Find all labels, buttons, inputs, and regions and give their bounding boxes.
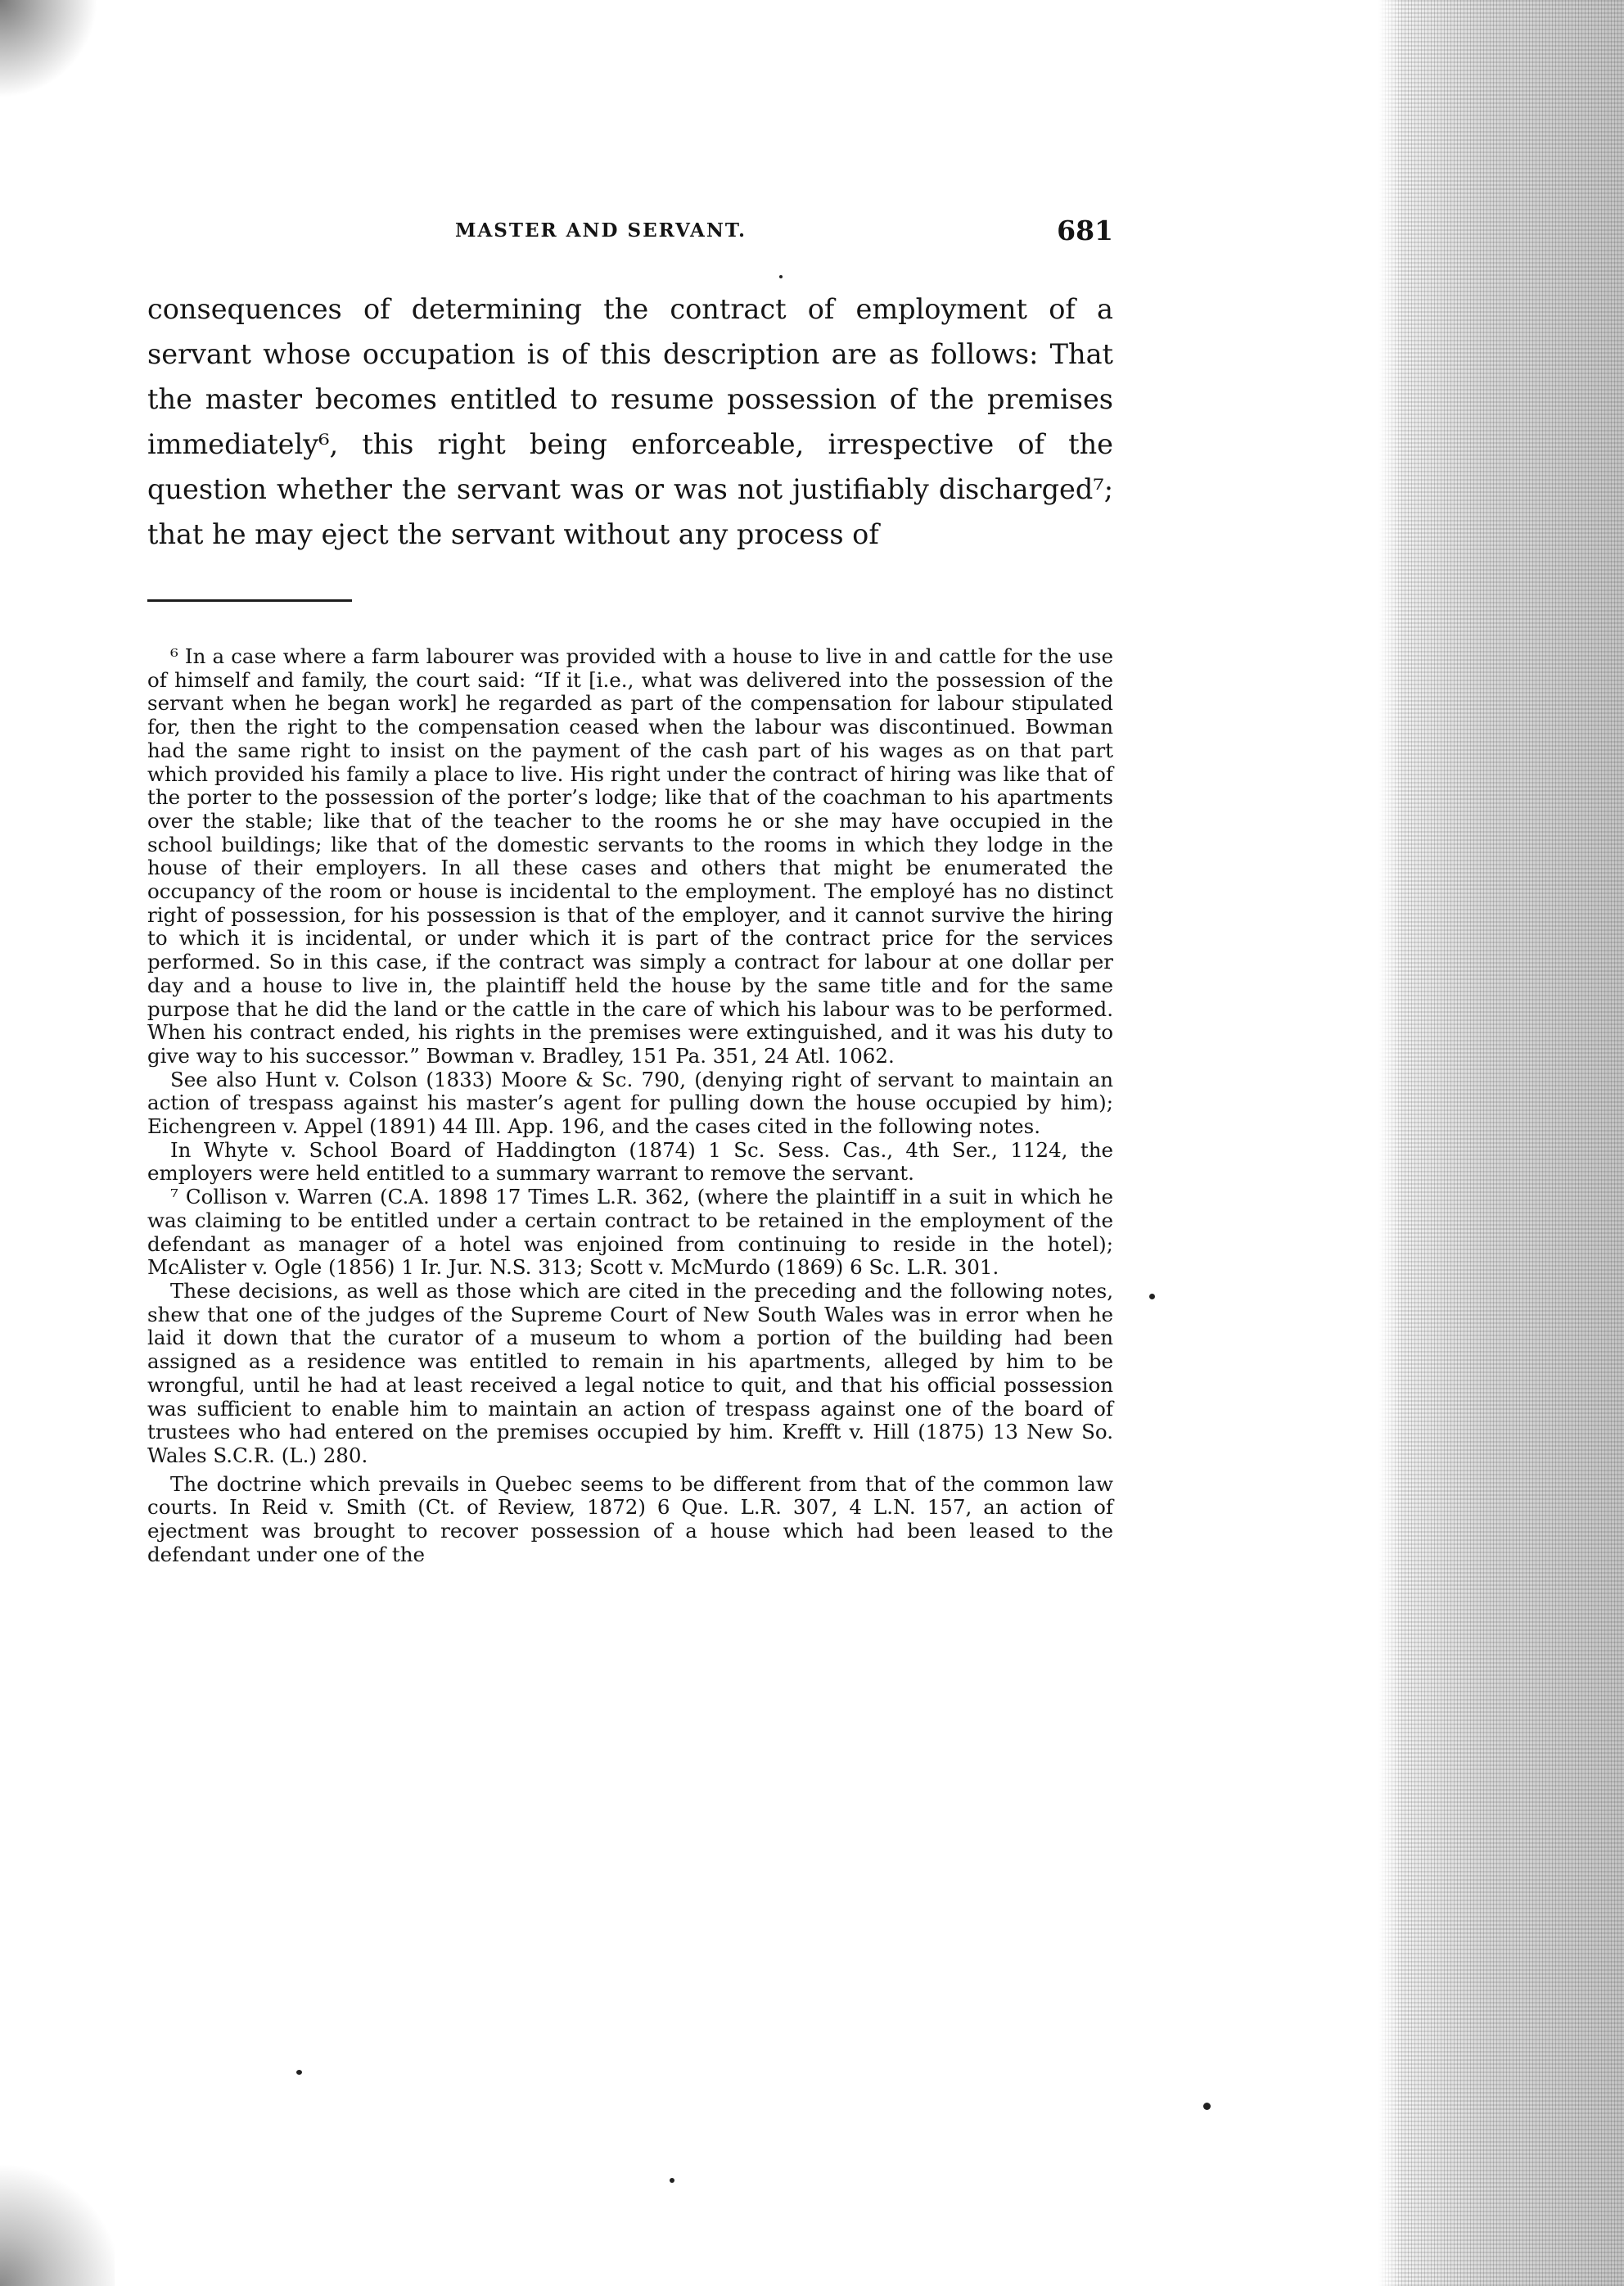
- page-number: 681: [1057, 215, 1113, 246]
- scan-corner-top-left: [0, 0, 98, 98]
- footnote-6-paragraph-2: See also Hunt v. Colson (1833) Moore & Sc. 790, (denying right of servant to maintain an action of trespass against his master’s agent for pulling down the house occupied by him); Eichengreen v. Appel (1891) 44 Ill. App. 196, and the cases cited in the following notes.: [147, 1067, 1113, 1139]
- footnote-rule: [147, 599, 352, 602]
- footnote-7-paragraph-3: The doctrine which prevails in Quebec seems to be different from that of the common law courts. In Reid v. Smith (Ct. of Review, 1872) 6 Que. L.R. 307, 4 L.N. 157, an action of ejectment was brought to recover possession of a house which had been leased to the defendant under one of the: [147, 1471, 1113, 1566]
- footnotes: [147, 645, 1113, 1566]
- running-head-title: MASTER AND SERVANT.: [455, 219, 747, 242]
- scan-speck: [670, 2178, 674, 2183]
- scan-speck: [296, 2070, 302, 2075]
- footnote-7-paragraph-2: These decisions, as well as those which are cited in the preceding and the following notes, shew that one of the judges of the Supreme Court of New South Wales was in error when he laid it down that the curator of a museum to whom a portion of the building had been assigned as a residence was entitled to remain in his apartments, alleged by him to be wrongful, until he had at least received a legal notice to quit, and that his official possession was sufficient to enable him to maintain an action of trespass against one of the board of trustees who had entered on the premises occupied by him. Krefft v. Hill (1875) 13 New So. Wales S.C.R. (L.) 280.: [147, 1278, 1113, 1467]
- footnote-7-paragraph-1: ⁷ Collison v. Warren (C.A. 1898 17 Times L.R. 362, (where the plaintiff in a suit in which he was claiming to be entitled under a certain contract to be retained in the employment of the defendant as manager of a hotel was enjoined from continuing to reside in the hotel); McAlister v. Ogle (1856) 1 Ir. Jur. N.S. 313; Scott v. McMurdo (1869) 6 Sc. L.R. 301.: [147, 1185, 1113, 1280]
- body-text: [147, 287, 1113, 557]
- scan-edge-shadow: [1378, 0, 1624, 2286]
- running-head: [455, 215, 1113, 247]
- scan-corner-bottom-left: [0, 2155, 115, 2286]
- scan-speck: [1149, 1294, 1155, 1299]
- footnote-6-paragraph-3: In Whyte v. School Board of Haddington (1874) 1 Sc. Sess. Cas., 4th Ser., 1124, the employers were held entitled to a summary warrant to remove the servant.: [147, 1137, 1113, 1186]
- scan-speck: [779, 275, 783, 278]
- footnote-6-paragraph-1: ⁶ In a case where a farm labourer was provided with a house to live in and cattle for the use of himself and family, the court said: “If it [i.e., what was delivered into the possession of the servant when he began work] he regarded as part of the compensation for labour stipulated for, then the right to the compensation ceased when the labour was discontinued. Bowman had the same right to insist on the payment of the cash part of his wages as on that part which provided his family a place to live. His right under the contract of hiring was like that of the porter to the possession of the porter’s lodge; like that of the coachman to his apartments over the stable; like that of the teacher to the rooms he or she may have occupied in the school buildings; like that of the domestic servants to the rooms in which they lodge in the house of their employers. In all these cases and others that might be enumerated the occupancy of the room or house is incidental to the employment. The employé has no distinct right of possession, for his possession is that of the employer, and it cannot survive the hiring to which it is incidental, or under which it is part of the contract price for the services performed. So in this case, if the contract was simply a contract for labour at one dollar per day and a house to live in, the plaintiff held the house by the same title and for the same purpose that he did the land or the cattle in the care of which his labour was to be performed. When his contract ended, his rights in the premises were extinguished, and it was his duty to give way to his successor.” Bowman v. Bradley, 151 Pa. 351, 24 Atl. 1062.: [147, 644, 1113, 1068]
- scan-speck: [1203, 2103, 1211, 2110]
- body-paragraph: consequences of determining the contract of employment of a servant whose occupation is of this description are as follows: That the master becomes entitled to resume possession of the premises immediately⁶, this right being enforceable, irrespective of the question whether the servant was or was not justifiably discharged⁷; that he may eject the servant without any process of: [147, 293, 1113, 550]
